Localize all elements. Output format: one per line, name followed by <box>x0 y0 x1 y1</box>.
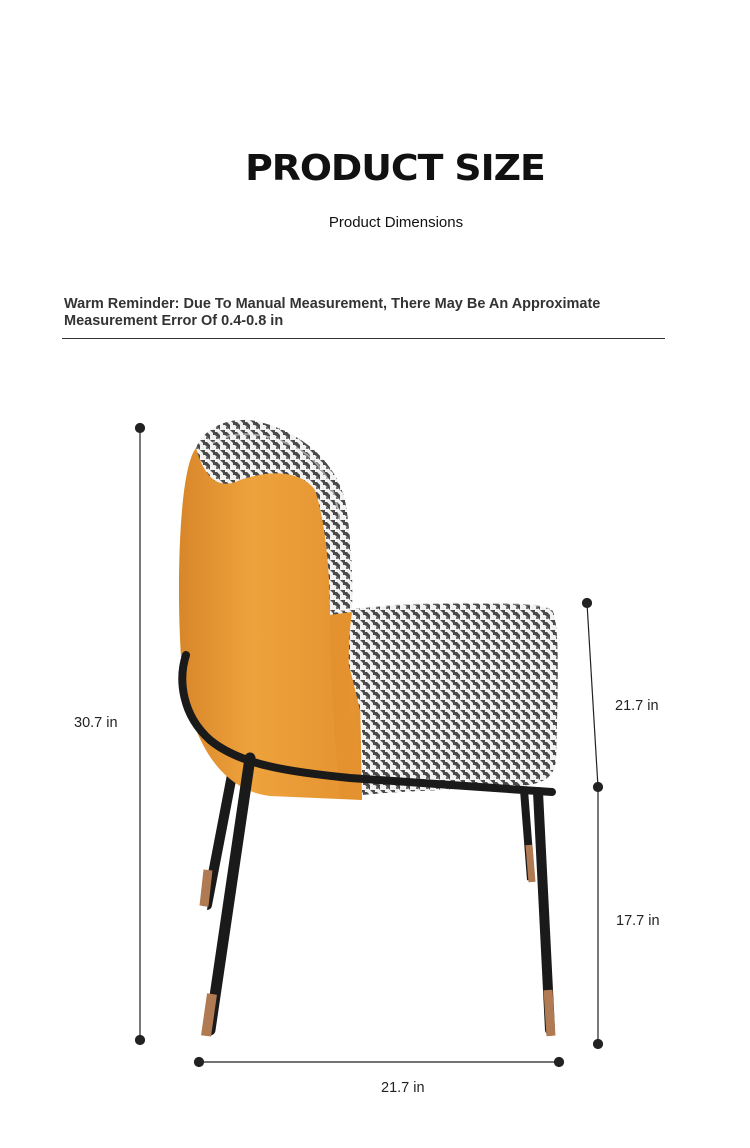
seat-depth-label: 21.7 in <box>615 698 659 714</box>
reminder-line-1: Warm Reminder: Due To Manual Measurement, There May Be An Approximate <box>64 296 601 312</box>
seat-height-label: 17.7 in <box>616 913 660 929</box>
seat-cushion <box>334 603 558 795</box>
width-label: 21.7 in <box>381 1080 425 1096</box>
back-legs <box>202 775 532 914</box>
total-height-label: 30.7 in <box>74 715 118 731</box>
reminder-line-2: Measurement Error Of 0.4-0.8 in <box>64 313 284 329</box>
page-title: PRODUCT SIZE <box>245 148 545 189</box>
front-legs <box>205 758 552 1046</box>
page-subtitle: Product Dimensions <box>328 214 464 231</box>
